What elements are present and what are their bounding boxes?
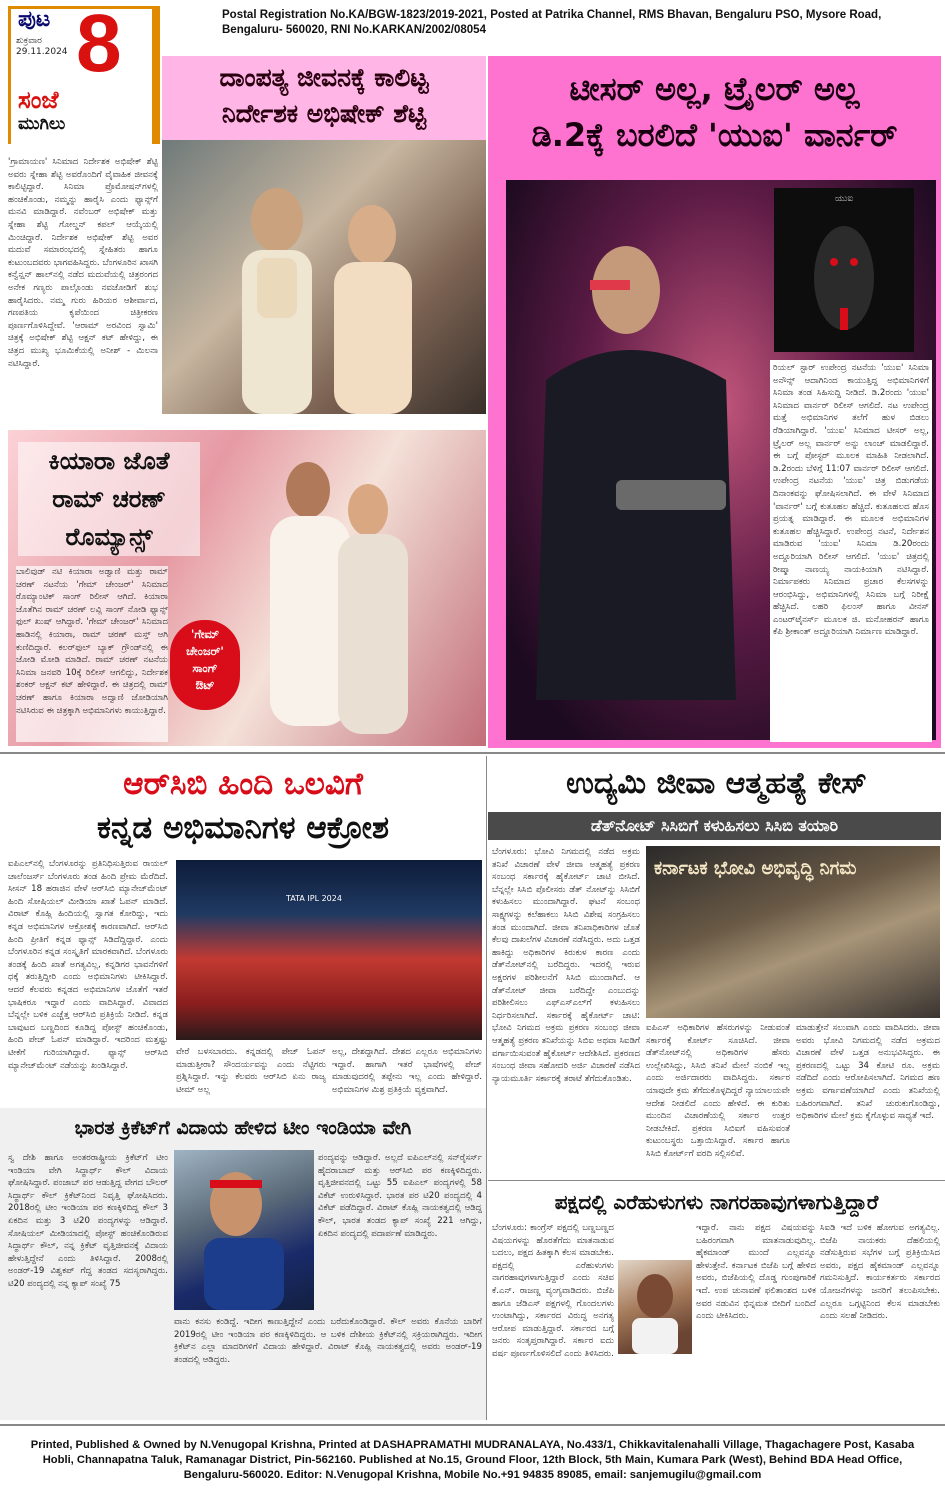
badge-line1: 'ಗೇಮ್	[190, 627, 220, 641]
poster-inset-title: ಯುಐ	[834, 194, 854, 204]
badge-line3: ಸಾಂಗ್	[192, 661, 218, 675]
story6-player-photo	[174, 1150, 314, 1310]
story5-subhead: ಡೆತ್‌ನೋಟ್ ಸಿಸಿಬಿಗೆ ಕಳುಹಿಸಲು ಸಿಸಿಬಿ ತಯಾರಿ	[488, 812, 941, 840]
story4-headline	[0, 762, 486, 850]
story3-headline-line2: ಡಿ.2ಕ್ಕೆ ಬರಲಿದೆ 'ಯುಐ' ವಾರ್ನರ್	[531, 116, 898, 154]
story2-headline-line3: ರೊಮ್ಯಾನ್ಸ್	[65, 523, 153, 551]
stadium-banner-text: TATA IPL 2024	[286, 894, 342, 903]
story5-col3: ಮಾಡುತ್ತೇನೆ ಸಲುವಾಗಿ ಎಂದು ವಾದಿಸಿದರು. ಜೀವಾ ಅವರು ಭೋವಿ ನಿಗಮದಲ್ಲಿ ನಡೆದ ಅಕ್ರಮದ ವಿಚಾರಣೆ ವೇಳೆ ಒತ್ತಡ ಅನುಭವಿಸಿದ್ದರು. ಈ ಪ್ರಕರಣದಲ್ಲಿ ಒಟ್ಟು 34 ಕೋಟಿ ರೂ. ಅಕ್ರಮ ನಡೆದಿದೆ ಎಂದು ಆರೋಪಿಸಲಾಗಿದೆ. ನಿಗಮದ ಹಣ ಅಕ್ರಮ ವರ್ಗಾವಣೆಯಾಗಿದೆ ಎಂದು ತನಿಖೆಯಲ್ಲಿ ಬಹಿರಂಗವಾಗಿದೆ. ತನಿಖೆ ಚುರುಕುಗೊಂಡಿದ್ದು, ಅಧಿಕಾರಿಗಳ ಮೇಲೆ ಕ್ರಮ ಕೈಗೊಳ್ಳುವ ಸಾಧ್ಯತೆ ಇದೆ.	[796, 1023, 940, 1122]
story4-col1: ಐಪಿಎಲ್‌ನಲ್ಲಿ ಬೆಂಗಳೂರನ್ನು ಪ್ರತಿನಿಧಿಸುತ್ತಿರುವ ರಾಯಲ್ ಚಾಲೆಂಜರ್ಸ್ ಬೆಂಗಳೂರು ತಂಡ ಹಿಂದಿ ಪ್ರೇಮ ಮೆರೆದಿದೆ. ಸೀಸನ್ 18 ಹರಾಜಿನ ವೇಳೆ ಆರ್‌ಸಿಬಿ ಮ್ಯಾನೇಜ್‌ಮೆಂಟ್ ಹಿಂದಿ ಸೋಷಿಯಲ್ ಮೀಡಿಯಾ ಖಾತೆ ಓಪನ್ ಮಾಡಿದೆ. ವಿರಾಟ್ ಕೊಹ್ಲಿ ಹಿಂದಿಯಲ್ಲಿ ಸ್ವಾಗತ ಕೋರಿದ್ದು, ಇದು ಕನ್ನಡ ಅಭಿಮಾನಿಗಳ ಆಕ್ರೋಶಕ್ಕೆ ಕಾರಣವಾಗಿದೆ. ಆರ್‌ಸಿಬಿ ಹಿಂದಿ ಪ್ರೀತಿಗೆ ಕನ್ನಡ ಫ್ಯಾನ್ಸ್ ಸಿಡಿದೆದ್ದಿದ್ದಾರೆ. ಎಂದು ಬೆಂಗಳೂರಿನ ಕನ್ನಡ ಸಂಸ್ಕೃತಿಗೆ ಮಾರಕವಾಗಿದೆ. ಬೆಂಗಳೂರು ತಂಡಕ್ಕೆ ಹಿಂದಿ ಖಾತೆ ಅಗತ್ಯವಿಲ್ಲ, ಕನ್ನಡಿಗರ ಭಾವನೆಗಳಿಗೆ ಧಕ್ಕೆ ತರುತ್ತಿದ್ದೀರಿ ಎಂದು ಅಭಿಮಾನಿಗಳು ಟೀಕಿಸಿದ್ದಾರೆ. ಆದರೆ ಕೆಲವರು ಕನ್ನಡದ ಅಭಿಮಾನಿಗಳ ಜೊತೆಗೆ ಇತರೆ ಭಾಷಿಕರೂ ಇದ್ದಾರೆ ಎಂದು ವಾದಿಸಿದ್ದಾರೆ. ವಿವಾದದ ಬೆನ್ನಲ್ಲೇ ಬಳಿಕ ಎಚ್ಚೆತ್ತ ಆರ್‌ಸಿಬಿ ಪ್ರತಿಕ್ರಿಯೆ ನೀಡಿದೆ. ಕನ್ನಡ ಬಾವುಟದ ಬಣ್ಣದಿಂದ ಕೂಡಿದ್ದ ಪೋಸ್ಟ್ ಹಂಚಿಕೊಂಡು, ಹಿಂದಿ ಪೇಜ್ ಓಪನ್ ಮಾಡಿದ್ದಾರೆ. ಇದರಿಂದ ಮತ್ತಷ್ಟು ಟೀಕೆಗೆ ಗುರಿಯಾಗಿದ್ದಾರೆ. ಫ್ಯಾನ್ಸ್ ಆರ್‌ಸಿಬಿ ಮ್ಯಾನೇಜ್‌ಮೆಂಟ್ ನಡೆಯನ್ನು ಖಂಡಿಸಿದ್ದಾರೆ.	[8, 859, 168, 1071]
story2-headline-line2: ರಾಮ್ ಚರಣ್	[52, 485, 166, 513]
story3-body: ರಿಯಲ್ ಸ್ಟಾರ್ ಉಪೇಂದ್ರ ನಟನೆಯ 'ಯುಐ' ಸಿನಿಮಾ ಅನೌನ್ಸ್ ಆದಾಗಿನಿಂದ ಕಾಯುತ್ತಿದ್ದ ಅಭಿಮಾನಿಗಳಿಗೆ ಸಿನಿಮಾ ತಂಡ ಸಿಹಿಸುದ್ದಿ ನೀಡಿದೆ. ಡಿ.2ರಂದು 'ಯುಐ' ಸಿನಿಮಾದ ವಾರ್ನರ್ ರಿಲೀಸ್ ಆಗಲಿದೆ. ನಟ ಉಪೇಂದ್ರ ಮತ್ತೆ ಅಭಿಮಾನಿಗಳ ತಲೆಗೆ ಹುಳ ಬಿಡಲು ರೆಡಿಯಾಗಿದ್ದಾರೆ. 'ಯುಐ' ಸಿನಿಮಾದ ಟೀಸರ್ ಅಲ್ಲ, ಟ್ರೈಲರ್ ಅಲ್ಲ ವಾರ್ನರ್ ಅನ್ನು ಲಾಂಚ್ ಮಾಡಲಿದ್ದಾರೆ. ಈ ಬಗ್ಗೆ ಪೋಸ್ಟರ್ ಮೂಲಕ ಮಾಹಿತಿ ನೀಡಲಾಗಿದೆ. ಡಿ.2ರಂದು ಬೆಳಿಗ್ಗೆ 11:07 ವಾರ್ನರ್ ರಿಲೀಸ್ ಆಗಲಿದೆ. ಉಪೇಂದ್ರ ನಟನೆಯ 'ಯುಐ' ಚಿತ್ರ ಬಿಡುಗಡೆಯ ದಿನಾಂಕವನ್ನು ಘೋಷಿಸಲಾಗಿದೆ. ಈ ವೇಳೆ ಸಿನಿಮಾದ 'ವಾರ್ನರ್' ಬಗ್ಗೆ ಕುತೂಹಲ ಹೆಚ್ಚಿದೆ. ಕುತೂಹಲದ ಹೊಸ ಪ್ರಯತ್ನ ಮಾಡಿದ್ದಾರೆ. ಈ ಮೂಲಕ ಅಭಿಮಾನಿಗಳ ಕುತೂಹಲ ಹೆಚ್ಚಿಸಿದ್ದಾರೆ. ಉಪೇಂದ್ರ ನಟನೆ, ನಿರ್ದೇಶನ ಮಾಡಿರುವ 'ಯುಐ' ಸಿನಿಮಾ ಡಿ.20ರಂದು ಅದ್ದೂರಿಯಾಗಿ ರಿಲೀಸ್ ಆಗಲಿದೆ. 'ಯುಐ' ಚಿತ್ರದಲ್ಲಿ ರೀಷ್ಮಾ ನಾಣಯ್ಯ ನಾಯಕಿಯಾಗಿ ನಟಿಸಿದ್ದಾರೆ. ನಿರ್ಮಾಪಕರು ಸಿನಿಮಾದ ಪ್ರಚಾರ ಕೆಲಸಗಳನ್ನು ಆರಂಭಿಸಿದ್ದು, ಅಭಿಮಾನಿಗಳಲ್ಲಿ ಸಿನಿಮಾ ಬಗ್ಗೆ ನಿರೀಕ್ಷೆ ಹೆಚ್ಚಿಸಿದೆ. ಲಹರಿ ಫಿಲಂಸ್ ಹಾಗೂ ವೀನಸ್ ಎಂಟರ್‌ಟೈನರ್ಸ್ ಮೂಲಕ ಜಿ. ಮನೋಹರನ್ ಹಾಗೂ ಕೆಪಿ ಶ್ರೀಕಾಂತ್ ಅದ್ದೂರಿಯಾಗಿ ನಿರ್ಮಾಣ ಮಾಡಿದ್ದಾರೆ.	[770, 360, 932, 742]
story6-col1: ಸ್ವ ದೇಶಿ ಹಾಗೂ ಅಂತರರಾಷ್ಟ್ರೀಯ ಕ್ರಿಕೆಟ್‌ಗೆ ಟೀಂ ಇಂಡಿಯಾ ವೇಗಿ ಸಿದ್ಧಾರ್ಥ್ ಕೌಲ್ ವಿದಾಯ ಘೋಷಿಸಿದ್ದಾರೆ. ಪಂಜಾಬ್ ಪರ ಆಡುತ್ತಿದ್ದ ವೇಗದ ಬೌಲರ್ ಸಿದ್ಧಾರ್ಥ್ ಕೌಲ್ ಕ್ರಿಕೆಟ್‌ನಿಂದ ನಿವೃತ್ತಿ ಘೋಷಿಸಿದರು. 2018ರಲ್ಲಿ ಟೀಂ ಇಂಡಿಯಾ ಪರ ಕಣಕ್ಕಿಳಿದಿದ್ದ ಕೌಲ್ 3 ಏಕದಿನ ಮತ್ತು 3 ಟಿ20 ಪಂದ್ಯಗಳನ್ನು ಆಡಿದ್ದಾರೆ. ಸೋಷಿಯಲ್ ಮೀಡಿಯಾದಲ್ಲಿ ಪೋಸ್ಟ್ ಹಂಚಿಕೊಂಡಿರುವ ಸಿದ್ಧಾರ್ಥ್ ಕೌಲ್, ನನ್ನ ಕ್ರಿಕೆಟ್ ವೃತ್ತಿಜೀವನಕ್ಕೆ ವಿದಾಯ ಹೇಳುತ್ತಿದ್ದೇನೆ ಎಂದು ತಿಳಿಸಿದ್ದಾರೆ. 2008ರಲ್ಲಿ ಅಂಡರ್-19 ವಿಶ್ವಕಪ್ ಗೆದ್ದ ತಂಡದ ಸದಸ್ಯರಾಗಿದ್ದರು. ಟಿ20 ಪಂದ್ಯದಲ್ಲಿ ನನ್ನ ಕ್ಯಾಪ್ ಸಂಖ್ಯೆ 75	[8, 1153, 168, 1289]
story6-col2: ಪಂದ್ಯವನ್ನು ಆಡಿದ್ದಾರೆ. ಅಲ್ಲದೆ ಐಪಿಎಲ್‌ನಲ್ಲಿ ಸನ್‌ರೈಸರ್ಸ್ ಹೈದರಾಬಾದ್ ಮತ್ತು ಆರ್‌ಸಿಬಿ ಪರ ಕಣಕ್ಕಿಳಿದಿದ್ದರು. ವೃತ್ತಿಜೀವನದಲ್ಲಿ ಒಟ್ಟು 55 ಐಪಿಎಲ್ ಪಂದ್ಯಗಳಲ್ಲಿ 58 ವಿಕೆಟ್ ಉರುಳಿಸಿದ್ದಾರೆ. ಭಾರತ ಪರ ಟಿ20 ಪಂದ್ಯದಲ್ಲಿ 4 ವಿಕೆಟ್ ಪಡೆದಿದ್ದಾರೆ. ವಿರಾಟ್ ಕೊಹ್ಲಿ ನಾಯಕತ್ವದಲ್ಲಿ ಆಡಿದ್ದ ಕೌಲ್, ಭಾರತ ತಂಡದ ಕ್ಯಾಪ್ ಸಂಖ್ಯೆ 221 ಆಗಿದ್ದು, ಏಕದಿನ ಪಂದ್ಯದಲ್ಲಿ ಪದಾರ್ಪಣೆ ಮಾಡಿದ್ದರು.	[318, 1153, 482, 1239]
page-word: ಪುಟ	[18, 6, 51, 32]
story1-headline-line2: ನಿರ್ದೇಶಕ ಅಭಿಷೇಕ್ ಶೆಟ್ಟಿ	[221, 99, 427, 128]
issue-date-value: 29.11.2024	[16, 47, 68, 57]
paper-name-line1: ಸಂಜೆ	[18, 86, 59, 114]
badge-line2: ಚೇಂಜರ್'	[186, 644, 224, 658]
story7-col3: ಸಿಐಡಿ ಇದೆ ಬಳಿಕ ಹೋಗುವ ಅಗತ್ಯವಿಲ್ಲ. ಬಿಜೆಪಿ ನಾಯಕರು ದೆಹಲಿಯಲ್ಲಿ ನಡೆಸುತ್ತಿರುವ ಸಭೆಗಳ ಬಗ್ಗೆ ಪ್ರತಿಕ್ರಿಯಿಸಿದ ಅವರು, ಪಕ್ಷದ ಹೈಕಮಾಂಡ್ ಎಲ್ಲವನ್ನೂ ಗಮನಿಸುತ್ತಿದೆ. ಕಾರ್ಯಕರ್ತರು ಸರ್ಕಾರದ ಯೋಜನೆಗಳನ್ನು ಜನರಿಗೆ ತಲುಪಿಸಬೇಕು. ಎಲ್ಲರೂ ಒಗ್ಗಟ್ಟಿನಿಂದ ಕೆಲಸ ಮಾಡಬೇಕು ಎಂದು ಸಲಹೆ ನೀಡಿದರು.	[820, 1223, 940, 1322]
story7-top-rule	[488, 1180, 945, 1181]
poster-inset	[774, 188, 914, 352]
story6-headline: ಭಾರತ ಕ್ರಿಕೆಟ್‌ಗೆ ವಿದಾಯ ಹೇಳಿದ ಟೀಂ ಇಂಡಿಯಾ ವೇಗಿ	[74, 1117, 412, 1139]
issue-date	[16, 36, 68, 58]
story5-photo	[646, 846, 940, 1018]
story7-headline: ಪಕ್ಷದಲ್ಲಿ ಎರೆಹುಳುಗಳು ನಾಗರಹಾವುಗಳಾಗುತ್ತಿದ್ದಾರೆ	[554, 1190, 879, 1214]
story5-col2: ಐಪಿಎಸ್ ಅಧಿಕಾರಿಗಳ ಹೆಸರುಗಳನ್ನು ನೀಡುವಂತೆ ಸರ್ಕಾರಕ್ಕೆ ಕೋರ್ಟ್ ಸೂಚಿಸಿದೆ. ಜೀವಾ ಡೆತ್‌ನೋಟ್‌ನಲ್ಲಿ ಅಧಿಕಾರಿಗಳ ಹೆಸರು ಉಲ್ಲೇಖಿಸಿದ್ದು, ಸಿಸಿಬಿ ತನಿಖೆ ಮೇಲೆ ನಂಬಿಕೆ ಇಲ್ಲ ಎಂದು ಅರ್ಜಿದಾರರು ವಾದಿಸಿದ್ದರು. ಸರ್ಕಾರ ಯಾವುದೇ ಕ್ರಮ ತೆಗೆದುಕೊಳ್ಳದಿದ್ದರೆ ನ್ಯಾಯಾಲಯವೇ ಆದೇಶ ನೀಡಲಿದೆ ಎಂದು ಹೇಳಿದೆ. ಈ ಕುರಿತು ಮುಂದಿನ ವಿಚಾರಣೆಯಲ್ಲಿ ಸರ್ಕಾರ ಉತ್ತರ ನೀಡಬೇಕಿದೆ. ಪ್ರಕರಣ ಸಿಬಿಐಗೆ ವಹಿಸುವಂತೆ ಕುಟುಂಬಸ್ಥರು ಒತ್ತಾಯಿಸಿದ್ದಾರೆ. ಸರ್ಕಾರ ಹಾಗೂ ಸಿಸಿಬಿ ಕೋರ್ಟ್‌ಗೆ ವರದಿ ಸಲ್ಲಿಸಲಿವೆ.	[646, 1023, 790, 1159]
section-divider	[0, 752, 945, 754]
story3-headline-box	[488, 56, 941, 166]
story7-portrait	[618, 1260, 692, 1354]
story1-body: 'ಗ್ರಾಮಾಯಣ' ಸಿನಿಮಾದ ನಿರ್ದೇಶಕ ಅಭಿಷೇಕ್ ಶೆಟ್ಟಿ ಅವರು ಸ್ನೇಹಾ ಶೆಟ್ಟಿ ಅವರೊಂದಿಗೆ ವೈವಾಹಿಕ ಜೀವನಕ್ಕೆ ಕಾಲಿಟ್ಟಿದ್ದಾರೆ. ಸಿನಿಮಾ ಪ್ರೊಮೋಷನ್‌ಗಳಲ್ಲಿ ಹಂಚಿಕೊಂಡು, ನಮ್ಮನ್ನು ಹಾರೈಸಿ ಎಂದು ಫ್ಯಾನ್ಸ್‌ಗೆ ಮನವಿ ಮಾಡಿದ್ದಾರೆ. ನವೆಂಬರ್ ಅಭಿಷೇಕ್ ಮತ್ತು ಸ್ನೇಹಾ ಶೆಟ್ಟಿ ಗೋಲ್ಡನ್ ಕಪಲ್ ಆಯ್ಕೆಯಲ್ಲಿ ಮಿಂಚಿದ್ದಾರೆ. ನಿರ್ದೇಶಕ ಅಭಿಷೇಕ್ ಶೆಟ್ಟಿ ಅವರ ಮದುವೆ ಸಮಾರಂಭದಲ್ಲಿ ಸ್ನೇಹಿತರು ಹಾಗೂ ಕುಟುಂಬದವರು ಭಾಗವಹಿಸಿದ್ದರು. ಬೆಂಗಳೂರಿನ ಖಾಸಗಿ ಕನ್ವೆನ್ಷನ್ ಹಾಲ್‌ನಲ್ಲಿ ನಡೆದ ಮದುವೆಯಲ್ಲಿ ಚಿತ್ರರಂಗದ ಅನೇಕ ಗಣ್ಯರು ಪಾಲ್ಗೊಂಡು ನವಜೋಡಿಗೆ ಶುಭ ಹಾರೈಸಿದರು. ನಮ್ಮ ಗುರು ಹಿರಿಯರ ಆಶೀರ್ವಾದ, ಗಣಪತಿಯ ಕೃಪೆಯಿಂದ ಚಿತ್ರೀಕರಣ ಪೂರ್ಣಗೊಳಿಸಿದ್ದೇವೆ. 'ಆರಾಮ್ ಅರವಿಂದ ಸ್ವಾಮಿ' ಚಿತ್ರಕ್ಕೆ ಅಭಿಷೇಕ್ ಶೆಟ್ಟಿ ಆಕ್ಷನ್ ಕಟ್ ಹೇಳಿದ್ದು, ಈ ಚಿತ್ರದ ಮುಖ್ಯ ಭೂಮಿಕೆಯಲ್ಲಿ ಅನೀಶ್ - ಮಿಲನಾ ನಟಿಸಿದ್ದಾರೆ.	[8, 157, 158, 369]
story7-col1: ಬೆಂಗಳೂರು: ಕಾಂಗ್ರೆಸ್ ಪಕ್ಷದಲ್ಲಿ ಬಣ್ಣಬಣ್ಣದ ವಿಷಯಗಳನ್ನು ಹೊರತೆಗೆದು ಮಾತನಾಡುವ ಬದಲು, ಪಕ್ಷದ ಹಿತಕ್ಕಾಗಿ ಕೆಲಸ ಮಾಡಬೇಕು. ಪಕ್ಷದಲ್ಲಿ ಎರೆಹುಳುಗಳು ನಾಗರಹಾವುಗಳಾಗುತ್ತಿದ್ದಾರೆ ಎಂದು ಸಚಿವ ಕೆ.ಎನ್. ರಾಜಣ್ಣ ವ್ಯಂಗ್ಯವಾಡಿದರು. ಬಿಜೆಪಿ ಹಾಗೂ ಜೆಡಿಎಸ್ ಪಕ್ಷಗಳಲ್ಲಿ ಗೊಂದಲಗಳು ಉಂಟಾಗಿದ್ದು, ಸರ್ಕಾರದ ವಿರುದ್ಧ ಅನಗತ್ಯ ಆರೋಪ ಮಾಡುತ್ತಿದ್ದಾರೆ. ಸರ್ಕಾರದ ಬಗ್ಗೆ ಜನರು ಸಂತೃಪ್ತರಾಗಿದ್ದಾರೆ. ಸರ್ಕಾರ ಐದು ವರ್ಷ ಪೂರ್ಣಗೊಳಿಸಲಿದೆ ಎಂದು ತಿಳಿಸಿದರು.	[492, 1223, 614, 1359]
paper-name-line2: ಮುಗಿಲು	[18, 114, 66, 134]
story4-col3: ಅಲ್ಲ, ದೇಶದ್ದಾಗಿದೆ. ದೇಶದ ಎಲ್ಲರೂ ಅಭಿಮಾನಿಗಳು ಇದ್ದಾರೆ. ಹಾಗಾಗಿ ಇತರೆ ಭಾಷೆಗಳಲ್ಲಿ ಪೇಜ್ ಮಾಡುವುದರಲ್ಲಿ ತಪ್ಪೇನು ಇಲ್ಲ ಎಂದು ಹೇಳಿದ್ದಾರೆ. ಅಭಿಮಾನಿಗಳ ಮಿಶ್ರ ಪ್ರತಿಕ್ರಿಯೆ ವ್ಯಕ್ತವಾಗಿದೆ.	[332, 1047, 482, 1095]
page-number: 8	[76, 0, 122, 89]
story4-headline-line2: ಕನ್ನಡ ಅಭಿಮಾನಿಗಳ ಆಕ್ರೋಶ	[97, 810, 389, 846]
story1-wedding-photo	[162, 140, 486, 414]
masthead-accent-bar	[152, 6, 160, 144]
story5-col1: ಬೆಂಗಳೂರು: ಭೋವಿ ನಿಗಮದಲ್ಲಿ ನಡೆದ ಅಕ್ರಮ ತನಿಖೆ ವಿಚಾರಣೆ ವೇಳೆ ಜೀವಾ ಆತ್ಮಹತ್ಯೆ ಪ್ರಕರಣ ಸಂಬಂಧ ಸರ್ಕಾರಕ್ಕೆ ಹೈಕೋರ್ಟ್ ಚಾಟಿ ಬೀಸಿದೆ. ಬೆನ್ನಲ್ಲೇ ಸಿಸಿಬಿ ಪೊಲೀಸರು ಡೆತ್ ನೋಟ್‌ನ್ನು ಸಿಸಿಬಿಗೆ ಕಳುಹಿಸಲು ಮುಂದಾಗಿದ್ದಾರೆ. ಘಟನೆ ಸಂಬಂಧ ಸಾಕ್ಷ್ಯಗಳನ್ನು ಕಲೆಹಾಕಲು ಸಿಸಿಬಿ ವಿಶೇಷ ಸಂಗ್ರಹಿಸಲು ತಂಡ ಮುಂದಾಗಿದೆ. ಜೀವಾ ತನಿಖಾಧಿಕಾರಿಗಳ ಜೊತೆ ಕೆಲವು ದಾಖಲೆಗಳ ವಿಚಾರಣೆ ನಡೆಸಿದ್ದರು. ಅದು ಒತ್ತಡ ಹಾಕಿದ್ದು ಅಧಿಕಾರಿಗಳ ಕಿರುಕುಳ ಕಾರಣ ಎಂದು ಡೆತ್‌ನೋಟ್‌ನಲ್ಲಿ ಬರೆದಿದ್ದರು. ಇದರಲ್ಲಿ ಇರುವ ಅಕ್ಷರಗಳ ಪರಿಶೀಲನೆಗೆ ಸಿಸಿಬಿ ಮುಂದಾಗಿದೆ. ಆ ಡೆತ್‌ನೋಟ್ ಜೀವಾ ಬರೆದಿದ್ದೇ ಎಂಬುದನ್ನು ಪರಿಶೀಲಿಸಲು ಎಫ್‌ಎಸ್‌ಎಲ್‌ಗೆ ಕಳುಹಿಸಲು ನಿರ್ಧರಿಸಲಾಗಿದೆ. ಸರ್ಕಾರಕ್ಕೆ ಹೈಕೋರ್ಟ್ ಚಾಟಿ: ಭೋವಿ ನಿಗಮದ ಅಕ್ರಮ ಪ್ರಕರಣ ಸಂಬಂಧ ಜೀವಾ ಆತ್ಮಹತ್ಯೆ ಪ್ರಕರಣ ತನಿಖೆಯನ್ನು ಸಿಬಿಐ ಅಥವಾ ಸಿಐಡಿಗೆ ವರ್ಗಾಯಿಸುವಂತೆ ಹೈಕೋರ್ಟ್ ಆದೇಶಿಸಿದೆ. ಪ್ರಕರಣದ ಸಂಬಂಧ ಜೀವಾ ಸಹೋದರಿ ಅರ್ಜಿ ವಿಚಾರಣೆ ನಡೆಸಿದ ನ್ಯಾಯಮೂರ್ತಿ ಸರ್ಕಾರಕ್ಕೆ ತರಾಟೆ ತೆಗೆದುಕೊಂಡಿತು.	[492, 847, 640, 1084]
registration-line: Postal Registration No.KA/BGW-1823/2019-2021, Posted at Patrika Channel, RMS Bhavan, Bengaluru PSO, Mysore Road, Bengaluru- 560020, RNI No.KARKAN/2002/08054	[222, 9, 882, 36]
horse-head-icon	[774, 188, 914, 352]
story3-headline-line1: ಟೀಸರ್ ಅಲ್ಲ, ಟ್ರೈಲರ್ ಅಲ್ಲ	[569, 70, 860, 108]
cricketer-illustration	[174, 1150, 314, 1310]
story2-headline	[18, 442, 200, 556]
story2-headline-line1: ಕಿಯಾರಾ ಜೊತೆ	[48, 447, 170, 475]
song-out-badge	[170, 620, 240, 710]
story4-headline-line1: ಆರ್‌ಸಿಬಿ ಹಿಂದಿ ಒಲವಿಗೆ	[123, 766, 363, 802]
story4-stadium-photo	[176, 860, 482, 1040]
story4-col2: ವೇರೆ ಬಳಸಬಾರದು. ಕನ್ನಡದಲ್ಲಿ ಪೇಜ್ ಓಪನ್ ಮಾಡುತ್ತೀರಾ? ಸೌಂದರ್ಯವನ್ನು ಎಂದು ನೆಟ್ಟಿಗರು ಪ್ರಶ್ನಿಸಿದ್ದಾರೆ. ಇನ್ನು ಕೆಲವರು ಆರ್‌ಸಿಬಿ ಏನು ರಾಜ್ಯ ಟೀಮ್ ಅಲ್ಲ	[176, 1047, 326, 1095]
badge-line4: ಔಟ್	[195, 678, 215, 692]
couple-illustration	[162, 140, 486, 414]
issue-day: ಶುಕ್ರವಾರ	[16, 36, 42, 46]
office-sign: ಕರ್ನಾಟಕ ಭೋವಿ ಅಭಿವೃದ್ಧಿ ನಿಗಮ	[654, 858, 857, 879]
story1-headline-box	[162, 56, 486, 140]
footer-rule	[0, 1424, 945, 1426]
politician-portrait-illustration	[618, 1260, 692, 1354]
story7-col2: ಇದ್ದಾರೆ. ನಾನು ಪಕ್ಷದ ವಿಷಯವನ್ನು ಬಹಿರಂಗವಾಗಿ ಮಾತನಾಡುವುದಿಲ್ಲ. ಹೈಕಮಾಂಡ್ ಮುಂದೆ ಎಲ್ಲವನ್ನೂ ಹೇಳುತ್ತೇನೆ. ಕರ್ನಾಟಕ ಬಿಜೆಪಿ ಬಗ್ಗೆ ಹೇಳಿದ ಅವರು, ಬಿಜೆಪಿಯಲ್ಲಿ ದೊಡ್ಡ ಗುಂಪುಗಾರಿಕೆ ಇದೆ. ಉಪ ಚುನಾವಣೆ ಫಲಿತಾಂಶದ ಬಳಿಕ ಅವರ ನಡುವಿನ ಭಿನ್ನಮತ ಬೀದಿಗೆ ಬಂದಿದೆ ಎಂದು ಟೀಕಿಸಿದರು.	[696, 1223, 816, 1322]
imprint-footer: Printed, Published & Owned by N.Venugopal Krishna, Printed at DASHAPRAMATHI MUDRANALAYA, No.433/1, Chikkavitalenahalli Village, Thagachagere Post, Kasaba Hobli, Channapatna Taluk, Ramanagar District, Pin-562160. Published at No.15, Ground Floor, 12th Block, 5th Main, Kumara Park (West), Behind BDA Head Office, Bengaluru-560020. Editor: N.Venugopal Krishna, Mobile No.+91 94835 89085, email: sanjemugilu@gmail.com	[0, 1428, 945, 1491]
story5-headline: ಉದ್ಯಮಿ ಜೀವಾ ಆತ್ಮಹತ್ಯೆ ಕೇಸ್	[566, 766, 867, 801]
story1-headline-line1: ದಾಂಪತ್ಯ ಜೀವನಕ್ಕೆ ಕಾಲಿಟ್ಟ	[219, 63, 429, 92]
story2-body: ಬಾಲಿವುಡ್ ನಟಿ ಕಿಯಾರಾ ಅಡ್ವಾಣಿ ಮತ್ತು ರಾಮ್ ಚರಣ್ ನಟನೆಯ 'ಗೇಮ್ ಚೇಂಜರ್' ಸಿನಿಮಾದ ರೊಮ್ಯಾಂಟಿಕ್ ಸಾಂಗ್ ರಿಲೀಸ್ ಆಗಿದೆ. ಕಿಯಾರಾ ಜೊತೆಗಿನ ರಾಮ್ ಚರಣ್ ಲವ್ಲಿ ಸಾಂಗ್ ನೋಡಿ ಫ್ಯಾನ್ಸ್ ಫುಲ್ ಖುಷ್ ಆಗಿದ್ದಾರೆ. 'ಗೇಮ್ ಚೇಂಜರ್' ಸಿನಿಮಾದ ಹಾಡಿನಲ್ಲಿ ಕಿಯಾರಾ, ರಾಮ್ ಚರಣ್ ಮಸ್ತ್ ಆಗಿ ಕುಣಿದಿದ್ದಾರೆ. ಕಲರ್‌ಫುಲ್ ಬ್ಯಾಕ್ ಗ್ರೌಂಡ್‌ನಲ್ಲಿ ಈ ಜೋಡಿ ಮೋಡಿ ಮಾಡಿದೆ. ರಾಮ್ ಚರಣ್ ನಟನೆಯ ಸಿನಿಮಾ ಜನವರಿ 10ಕ್ಕೆ ರಿಲೀಸ್ ಆಗಲಿದ್ದು, ನಿರ್ದೇಶಕ ಶಂಕರ್ ಆಕ್ಷನ್ ಕಟ್ ಹೇಳಿದ್ದಾರೆ. ಈ ಚಿತ್ರದಲ್ಲಿ ರಾಮ್ ಚರಣ್ ಹಾಗೂ ಕಿಯಾರಾ ಅದ್ವಾಣಿ ಜೋಡಿಯಾಗಿ ನಟಿಸಿರುವ ಈ ಚಿತ್ರಕ್ಕಾಗಿ ಅಭಿಮಾನಿಗಳು ಕಾಯುತ್ತಿದ್ದಾರೆ.	[16, 566, 168, 742]
column-divider	[486, 756, 487, 1420]
story6-col3: ವಾನು ಕನಸು ಕಂಡಿದ್ದೆ. ಇದೀಗ ಕಾಣುತ್ತಿದ್ದೇನೆ ಎಂದು ಬರೆದುಕೊಂಡಿದ್ದಾರೆ. ಕೌಲ್ ಅವರು ಕೊನೆಯ ಬಾರಿಗೆ 2019ರಲ್ಲಿ ಟೀಂ ಇಂಡಿಯಾ ಪರ ಕಣಕ್ಕಿಳಿದಿದ್ದರು. ಆ ಬಳಿಕ ದೇಶೀಯ ಕ್ರಿಕೆಟ್‌ನಲ್ಲಿ ಸಕ್ರಿಯರಾಗಿದ್ದರು. ಇದೀಗ ಕ್ರಿಕೆಟ್‌ನ ಎಲ್ಲಾ ಮಾದರಿಗಳಿಗೆ ವಿದಾಯ ಹೇಳಿದ್ದಾರೆ. ವಿರಾಟ್ ಕೊಹ್ಲಿ ನಾಯಕತ್ವದಲ್ಲಿ ಅವರು ಅಂಡರ್-19 ತಂಡದಲ್ಲಿ ಆಡಿದ್ದರು.	[174, 1317, 482, 1365]
